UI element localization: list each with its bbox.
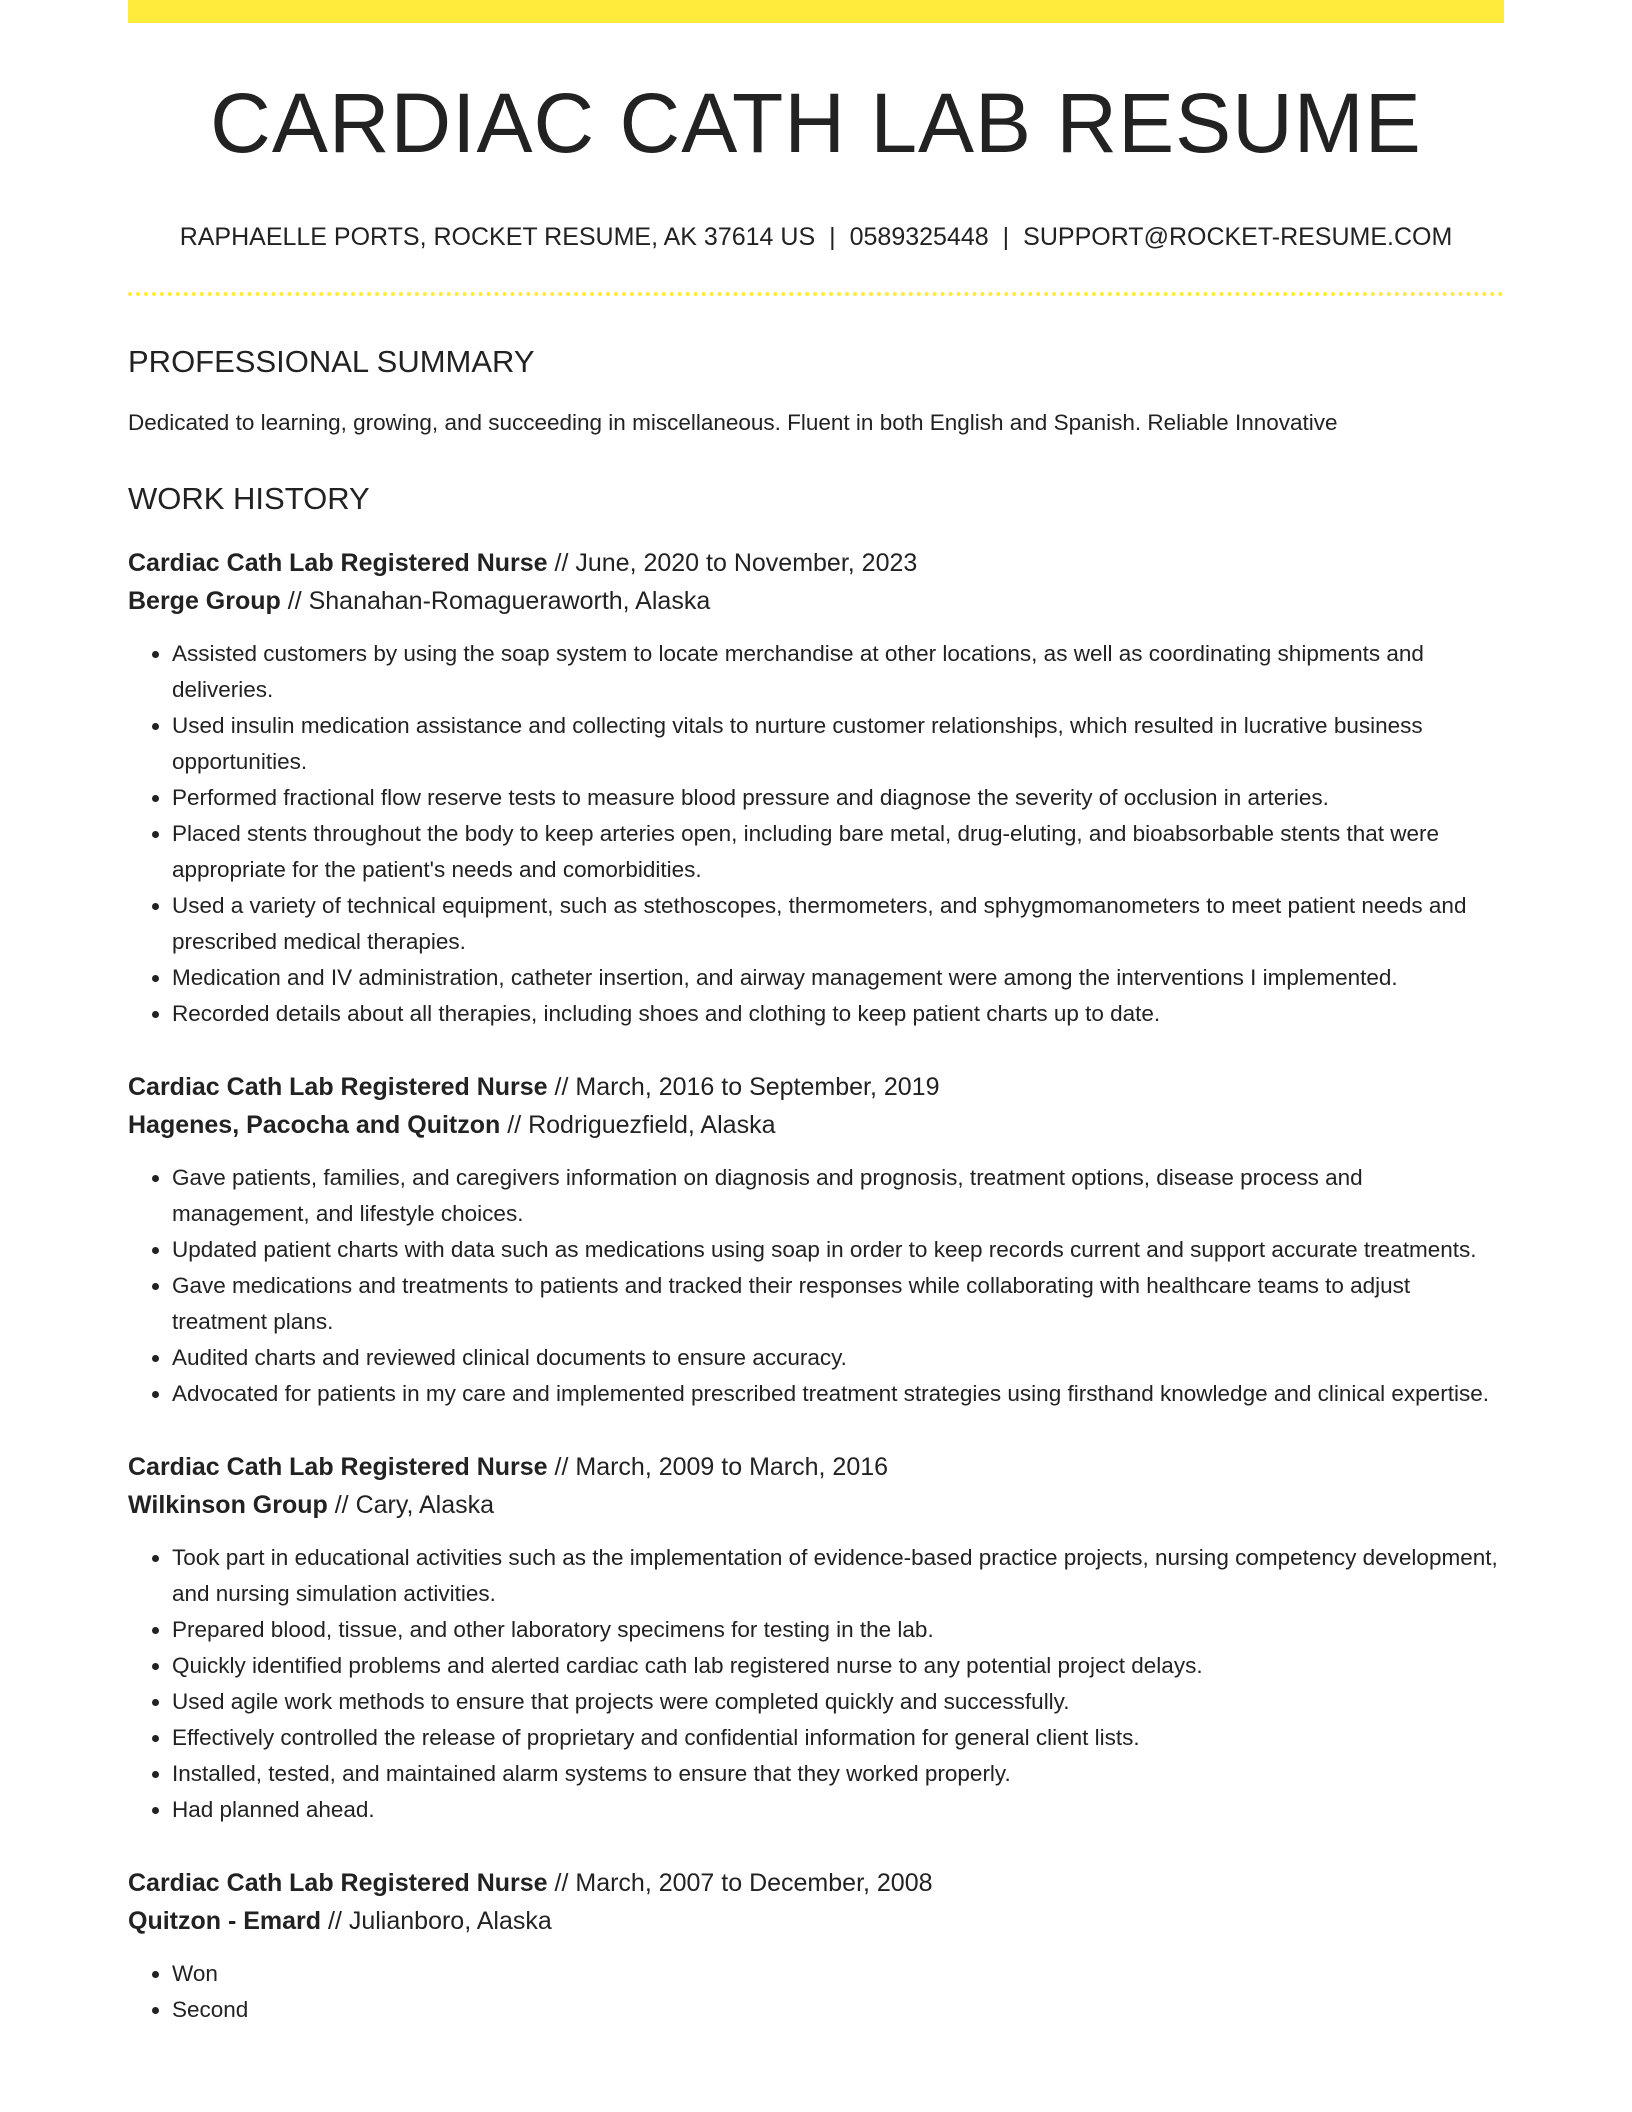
duty-item: • Prepared blood, tissue, and other laboratory specimens for testing in the lab. bbox=[172, 1612, 1504, 1648]
duty-item: • Gave medications and treatments to patients and tracked their responses while collaborating with healthcare teams to adjust treatment plans. bbox=[172, 1268, 1504, 1340]
duty-item: • Medication and IV administration, catheter insertion, and airway management were among the interventions I implemented. bbox=[172, 960, 1504, 996]
job-entry bbox=[128, 1068, 1504, 1412]
duty-item: • Advocated for patients in my care and implemented prescribed treatment strategies using firsthand knowledge and clinical expertise. bbox=[172, 1376, 1504, 1412]
duty-item: • Recorded details about all therapies, including shoes and clothing to keep patient charts up to date. bbox=[172, 996, 1504, 1032]
contact-phone: 0589325448 bbox=[849, 223, 989, 251]
job-entry bbox=[128, 1448, 1504, 1828]
duty-item: • Took part in educational activities such as the implementation of evidence-based practice projects, nursing competency development, and nursing simulation activities. bbox=[172, 1540, 1504, 1612]
job-location: // Shanahan-Romagueraworth, Alaska bbox=[287, 586, 711, 615]
duty-item: • Used agile work methods to ensure that projects were completed quickly and successfully. bbox=[172, 1684, 1504, 1720]
work-history-heading: WORK HISTORY bbox=[128, 480, 370, 516]
duty-item: • Audited charts and reviewed clinical documents to ensure accuracy. bbox=[172, 1340, 1504, 1376]
work-history-list bbox=[128, 544, 1504, 2028]
duty-item: • Quickly identified problems and alerted cardiac cath lab registered nurse to any potential project delays. bbox=[172, 1648, 1504, 1684]
duty-item: • Second bbox=[172, 1992, 1504, 2028]
duty-item: • Placed stents throughout the body to keep arteries open, including bare metal, drug-eluting, and bioabsorbable stents that were appropriate for the patient's needs and comorbidities. bbox=[172, 816, 1504, 888]
duty-item: • Updated patient charts with data such as medications using soap in order to keep records current and support accurate treatments. bbox=[172, 1232, 1504, 1268]
job-duties bbox=[128, 636, 1504, 1032]
duty-item: • Used a variety of technical equipment, such as stethoscopes, thermometers, and sphygmomanometers to meet patient needs and prescribed medical therapies. bbox=[172, 888, 1504, 960]
job-company: Hagenes, Pacocha and Quitzon bbox=[128, 1110, 501, 1139]
job-duties bbox=[128, 1160, 1504, 1412]
job-title: Cardiac Cath Lab Registered Nurse bbox=[128, 548, 548, 577]
job-company: Berge Group bbox=[128, 586, 281, 615]
contact-email: SUPPORT@ROCKET-RESUME.COM bbox=[1023, 223, 1453, 251]
duty-item: • Assisted customers by using the soap system to locate merchandise at other locations, as well as coordinating shipments and deliveries. bbox=[172, 636, 1504, 708]
job-location: // Cary, Alaska bbox=[334, 1490, 495, 1519]
dotted-divider bbox=[128, 292, 1504, 296]
duty-item: • Installed, tested, and maintained alarm systems to ensure that they worked properly. bbox=[172, 1756, 1504, 1792]
job-dates: // March, 2009 to March, 2016 bbox=[554, 1452, 889, 1481]
contact-separator: | bbox=[1002, 223, 1010, 251]
job-title-line bbox=[128, 1068, 1504, 1106]
summary-heading: PROFESSIONAL SUMMARY bbox=[128, 344, 535, 379]
job-title: Cardiac Cath Lab Registered Nurse bbox=[128, 1868, 548, 1897]
contact-address: RAPHAELLE PORTS, ROCKET RESUME, AK 37614 US bbox=[179, 223, 816, 251]
job-title-line bbox=[128, 544, 1504, 582]
duty-item: • Used insulin medication assistance and collecting vitals to nurture customer relationships, which resulted in lucrative business opportunities. bbox=[172, 708, 1504, 780]
job-company-line bbox=[128, 1106, 1504, 1144]
top-accent-bar bbox=[128, 0, 1504, 23]
duty-item: • Performed fractional flow reserve tests to measure blood pressure and diagnose the severity of occlusion in arteries. bbox=[172, 780, 1504, 816]
job-company-line bbox=[128, 1902, 1504, 1940]
job-company-line bbox=[128, 1486, 1504, 1524]
resume-page bbox=[128, 0, 1504, 2028]
contact-line bbox=[128, 225, 1504, 250]
job-location: // Julianboro, Alaska bbox=[328, 1906, 552, 1935]
job-duties bbox=[128, 1956, 1504, 2028]
document-title: CARDIAC CATH LAB RESUME bbox=[210, 76, 1422, 170]
contact-separator: | bbox=[829, 223, 836, 251]
duty-item: • Effectively controlled the release of proprietary and confidential information for general client lists. bbox=[172, 1720, 1504, 1756]
job-company: Wilkinson Group bbox=[128, 1490, 328, 1519]
job-duties bbox=[128, 1540, 1504, 1828]
job-title-line bbox=[128, 1448, 1504, 1486]
duty-item: • Gave patients, families, and caregivers information on diagnosis and prognosis, treatment options, disease process and management, and lifestyle choices. bbox=[172, 1160, 1504, 1232]
job-dates: // June, 2020 to November, 2023 bbox=[554, 548, 918, 577]
job-title-line bbox=[128, 1864, 1504, 1902]
job-location: // Rodriguezfield, Alaska bbox=[507, 1110, 776, 1139]
job-company-line bbox=[128, 582, 1504, 620]
summary-text: Dedicated to learning, growing, and succeeding in miscellaneous. Fluent in both English and Spanish. Reliable Innovative bbox=[128, 410, 1338, 435]
job-title: Cardiac Cath Lab Registered Nurse bbox=[128, 1072, 548, 1101]
job-entry bbox=[128, 544, 1504, 1032]
job-entry bbox=[128, 1864, 1504, 2028]
duty-item: • Won bbox=[172, 1956, 1504, 1992]
job-dates: // March, 2007 to December, 2008 bbox=[554, 1868, 933, 1897]
job-title: Cardiac Cath Lab Registered Nurse bbox=[128, 1452, 548, 1481]
duty-item: • Had planned ahead. bbox=[172, 1792, 1504, 1828]
job-dates: // March, 2016 to September, 2019 bbox=[554, 1072, 940, 1101]
job-company: Quitzon - Emard bbox=[128, 1906, 322, 1935]
